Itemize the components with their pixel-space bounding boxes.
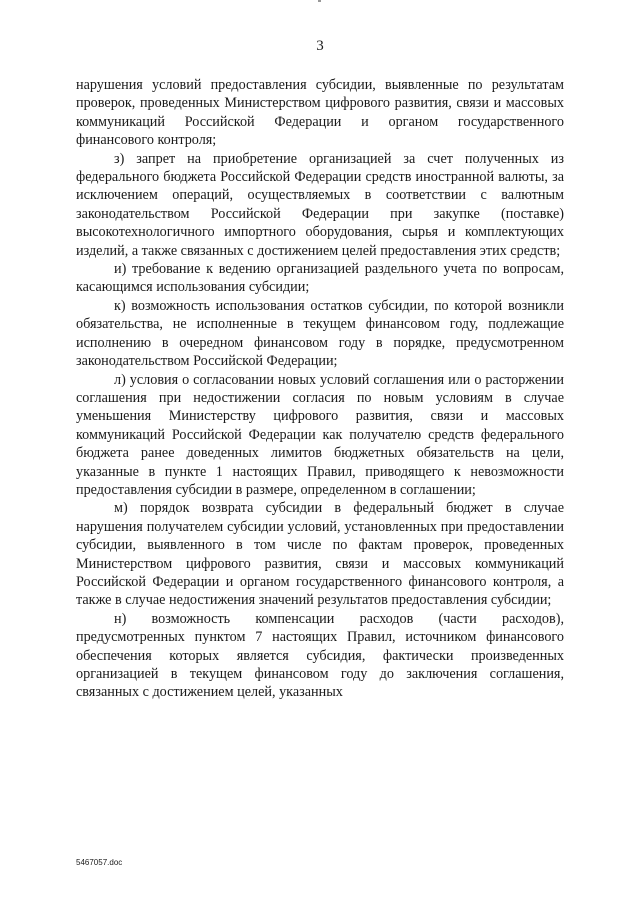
paragraph-item-z: з) запрет на приобретение организацией за счет полученных из федерального бюджета Российской Федерации средств иностранной валюты, за исключением операций, осуществляемых в соответствии с валютным законодательством Российской Федерации при закупке (поставке) высокотехнологичного импортного оборудования, сырья и комплектующих изделий, а также связанных с достижением целей предоставления этих средств; xyxy=(76,150,564,259)
paragraph-continued: нарушения условий предоставления субсидии, выявленные по результатам проверок, проведенных Министерством цифрового развития, связи и массовых коммуникаций Российской Федерации и органом государственного финансового контроля; xyxy=(76,77,564,149)
paragraph-item-k: к) возможность использования остатков субсидии, по которой возникли обязательства, не исполненные в текущем финансовом году, подлежащие исполнению в очередном финансовом году в порядке, предусмотренном законодательством Российской Федерации; xyxy=(76,297,564,370)
paragraph-item-m: м) порядок возврата субсидии в федеральный бюджет в случае нарушения получателем субсидии условий, установленных при предоставлении субсидии, выявленного в том числе по фактам проверок, проведенных Министерством цифрового развития, связи и массовых коммуникаций Российской Федерации и органом государственного финансового контроля, а также в случае недостижения значений результатов предоставления субсидии; xyxy=(76,500,564,609)
paragraph-item-l: л) условия о согласовании новых условий соглашения или о расторжении соглашения при недостижении согласия по новым условиям в случае уменьшения Министерству цифрового развития, связи и массовых коммуникаций Российской Федерации как получателю средств федерального бюджета ранее доведенных лимитов бюджетных обязательств на цели, указанные в пункте 1 настоящих Правил, приводящего к невозможности предоставления субсидии в размере, определенном в соглашении; xyxy=(76,371,564,498)
page-number: 3 xyxy=(316,38,324,54)
paragraph-item-n: н) возможность компенсации расходов (части расходов), предусмотренных пунктом 7 настоящих Правил, источником финансового обеспечения которых является субсидия, фактически произведенных организацией в текущем финансовом году до заключения соглашения, связанных с достижением целей, указанных xyxy=(76,610,564,701)
top-edge-mark xyxy=(318,0,321,2)
paragraph-item-i: и) требование к ведению организацией раздельного учета по вопросам, касающимся использования субсидии; xyxy=(76,261,564,296)
document-body xyxy=(76,76,564,702)
document-file-code: 5467057.doc xyxy=(76,858,123,867)
